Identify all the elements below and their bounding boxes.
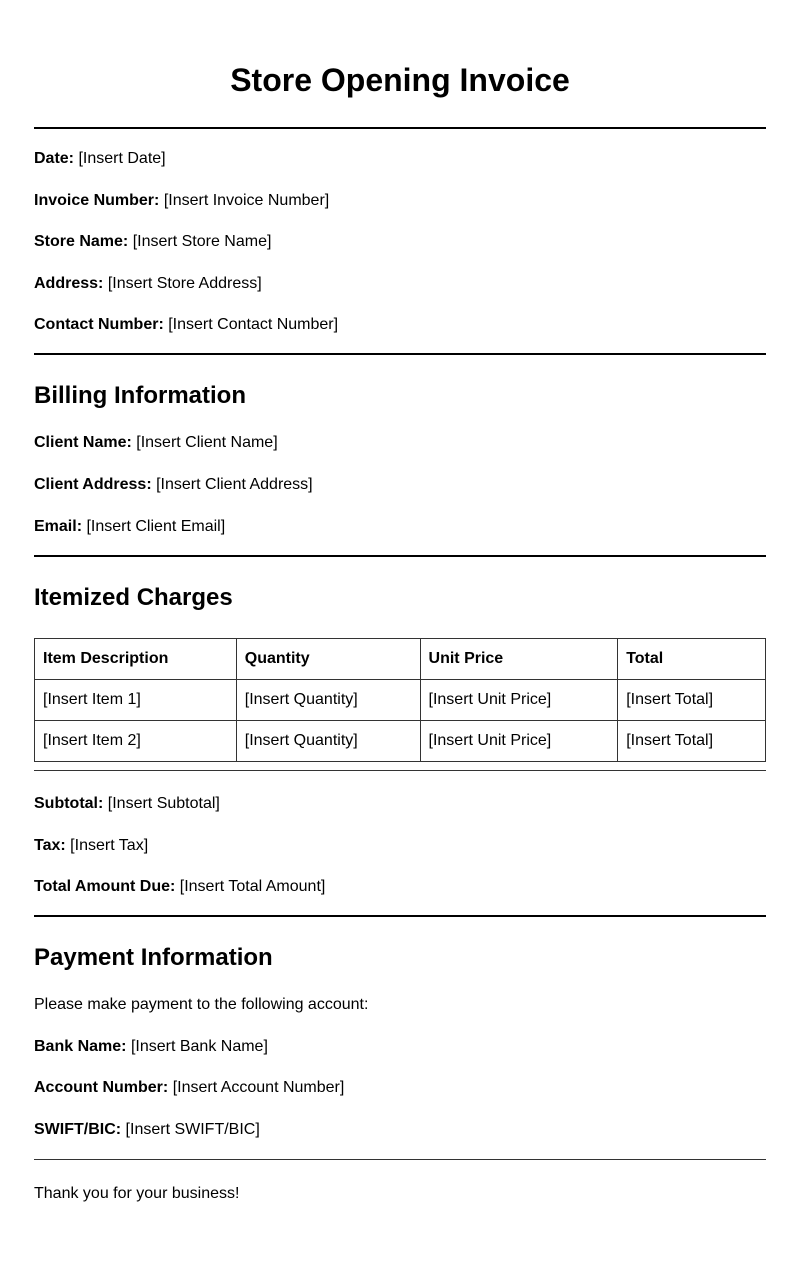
email-field xyxy=(34,518,766,536)
field-value: [Insert Total Amount] xyxy=(179,878,326,895)
column-header: Unit Price xyxy=(420,639,618,680)
field-value: [Insert Contact Number] xyxy=(168,316,339,333)
client-name-field xyxy=(34,434,766,452)
billing-heading: Billing Information xyxy=(34,382,246,409)
table-row xyxy=(35,680,766,721)
field-label: Bank Name: xyxy=(34,1038,127,1055)
field-label: Date: xyxy=(34,150,75,167)
column-header: Item Description xyxy=(35,639,237,680)
invoice-document xyxy=(34,0,766,1203)
field-value: [Insert Store Address] xyxy=(107,275,262,292)
field-label: Email: xyxy=(34,518,83,535)
field-label: Total Amount Due: xyxy=(34,878,176,895)
table-cell: [Insert Unit Price] xyxy=(420,721,618,762)
tax-field xyxy=(34,837,766,855)
field-value: [Insert Invoice Number] xyxy=(163,192,330,209)
table-cell: [Insert Quantity] xyxy=(236,680,420,721)
charges-table xyxy=(34,638,766,762)
payment-intro: Please make payment to the following account: xyxy=(34,996,369,1013)
thank-you-note: Thank you for your business! xyxy=(34,1185,240,1202)
table-cell: [Insert Total] xyxy=(618,680,766,721)
field-label: Account Number: xyxy=(34,1079,169,1096)
field-value: [Insert SWIFT/BIC] xyxy=(125,1121,260,1138)
swift-bic-field xyxy=(34,1121,766,1139)
field-label: SWIFT/BIC: xyxy=(34,1121,122,1138)
date-field xyxy=(34,150,766,168)
field-value: [Insert Tax] xyxy=(70,837,149,854)
bank-name-field xyxy=(34,1038,766,1056)
field-value: [Insert Bank Name] xyxy=(130,1038,268,1055)
field-label: Client Address: xyxy=(34,476,152,493)
field-label: Address: xyxy=(34,275,104,292)
table-cell: [Insert Total] xyxy=(618,721,766,762)
column-header: Total xyxy=(618,639,766,680)
field-label: Tax: xyxy=(34,837,66,854)
store-name-field xyxy=(34,233,766,251)
table-cell: [Insert Item 1] xyxy=(35,680,237,721)
page-title: Store Opening Invoice xyxy=(230,62,570,98)
charges-heading: Itemized Charges xyxy=(34,584,233,611)
table-header-row xyxy=(35,639,766,680)
table-cell: [Insert Unit Price] xyxy=(420,680,618,721)
field-value: [Insert Account Number] xyxy=(172,1079,345,1096)
contact-number-field xyxy=(34,316,766,334)
field-value: [Insert Client Name] xyxy=(136,434,278,451)
address-field xyxy=(34,275,766,293)
table-row xyxy=(35,721,766,762)
field-label: Invoice Number: xyxy=(34,192,160,209)
field-label: Contact Number: xyxy=(34,316,164,333)
total-amount-field xyxy=(34,878,766,896)
subtotal-field xyxy=(34,795,766,813)
table-cell: [Insert Item 2] xyxy=(35,721,237,762)
field-value: [Insert Client Address] xyxy=(156,476,313,493)
field-label: Client Name: xyxy=(34,434,132,451)
table-cell: [Insert Quantity] xyxy=(236,721,420,762)
field-label: Subtotal: xyxy=(34,795,104,812)
field-value: [Insert Subtotal] xyxy=(107,795,220,812)
field-value: [Insert Store Name] xyxy=(132,233,272,250)
account-number-field xyxy=(34,1079,766,1097)
invoice-number-field xyxy=(34,192,766,210)
field-label: Store Name: xyxy=(34,233,129,250)
payment-heading: Payment Information xyxy=(34,944,273,971)
client-address-field xyxy=(34,476,766,494)
field-value: [Insert Date] xyxy=(78,150,166,167)
field-value: [Insert Client Email] xyxy=(86,518,226,535)
column-header: Quantity xyxy=(236,639,420,680)
